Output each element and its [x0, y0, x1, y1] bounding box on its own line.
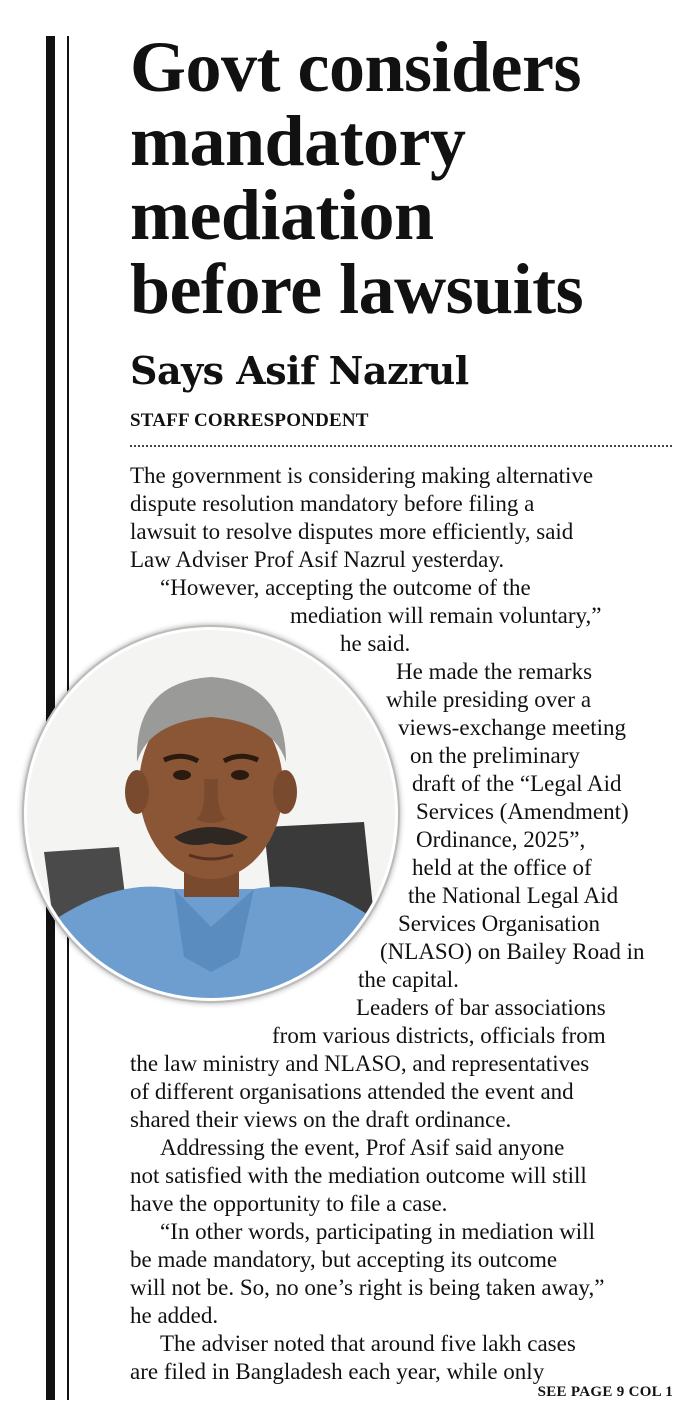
- body-line: he said.: [340, 631, 411, 656]
- body-line: He made the remarks: [396, 659, 593, 684]
- body-line: Services Organisation: [398, 911, 601, 936]
- body-line: “However, accepting the outcome of the: [160, 575, 531, 600]
- byline: STAFF CORRESPONDENT: [130, 410, 369, 431]
- body-line: on the preliminary: [410, 743, 580, 768]
- body-line: the capital.: [358, 967, 459, 992]
- body-line: while presiding over a: [386, 687, 592, 712]
- headline-line: mandatory: [130, 101, 466, 181]
- headline-line: before lawsuits: [130, 249, 584, 329]
- body-line: will not be. So, no one’s right is being taken away,”: [130, 1275, 605, 1300]
- body-line: views-exchange meeting: [398, 715, 626, 740]
- headline-line: mediation: [130, 175, 434, 255]
- dotted-divider: [130, 445, 672, 447]
- headline: [130, 27, 670, 329]
- body-line: Ordinance, 2025”,: [416, 827, 586, 852]
- body-line: lawsuit to resolve disputes more efficiently, said: [130, 519, 574, 544]
- body-line: draft of the “Legal Aid: [412, 771, 622, 796]
- body-line: Addressing the event, Prof Asif said anyone: [160, 1135, 565, 1160]
- continuation-note[interactable]: SEE PAGE 9 COL 1: [537, 1384, 673, 1400]
- body-line: have the opportunity to file a case.: [130, 1191, 448, 1216]
- body-line: not satisfied with the mediation outcome will still: [130, 1163, 587, 1188]
- headline-line: Govt considers: [130, 27, 581, 107]
- subheadline: Says Asif Nazrul: [130, 348, 469, 393]
- body-line: mediation will remain voluntary,”: [290, 603, 602, 628]
- body-line: the law ministry and NLASO, and representatives: [130, 1051, 590, 1076]
- body-line: Services (Amendment): [416, 799, 629, 824]
- body-line: dispute resolution mandatory before filing a: [130, 491, 535, 516]
- body-line: shared their views on the draft ordinance.: [130, 1107, 512, 1132]
- body-line: he added.: [130, 1303, 219, 1328]
- body-line: The government is considering making alternative: [130, 463, 594, 488]
- body-line: “In other words, participating in mediation will: [160, 1219, 595, 1244]
- body-line: be made mandatory, but accepting its outcome: [130, 1247, 558, 1272]
- body-line: the National Legal Aid: [408, 883, 619, 908]
- body-line: of different organisations attended the event and: [130, 1079, 574, 1104]
- body-line: Leaders of bar associations: [356, 995, 606, 1020]
- author-photo: [22, 625, 400, 1003]
- body-line: The adviser noted that around five lakh cases: [160, 1331, 576, 1356]
- body-line: Law Adviser Prof Asif Nazrul yesterday.: [130, 547, 505, 572]
- body-line: from various districts, officials from: [272, 1023, 606, 1048]
- body-line: (NLASO) on Bailey Road in: [380, 939, 645, 964]
- body-line: held at the office of: [412, 855, 592, 880]
- body-line: are filed in Bangladesh each year, while only: [130, 1359, 545, 1384]
